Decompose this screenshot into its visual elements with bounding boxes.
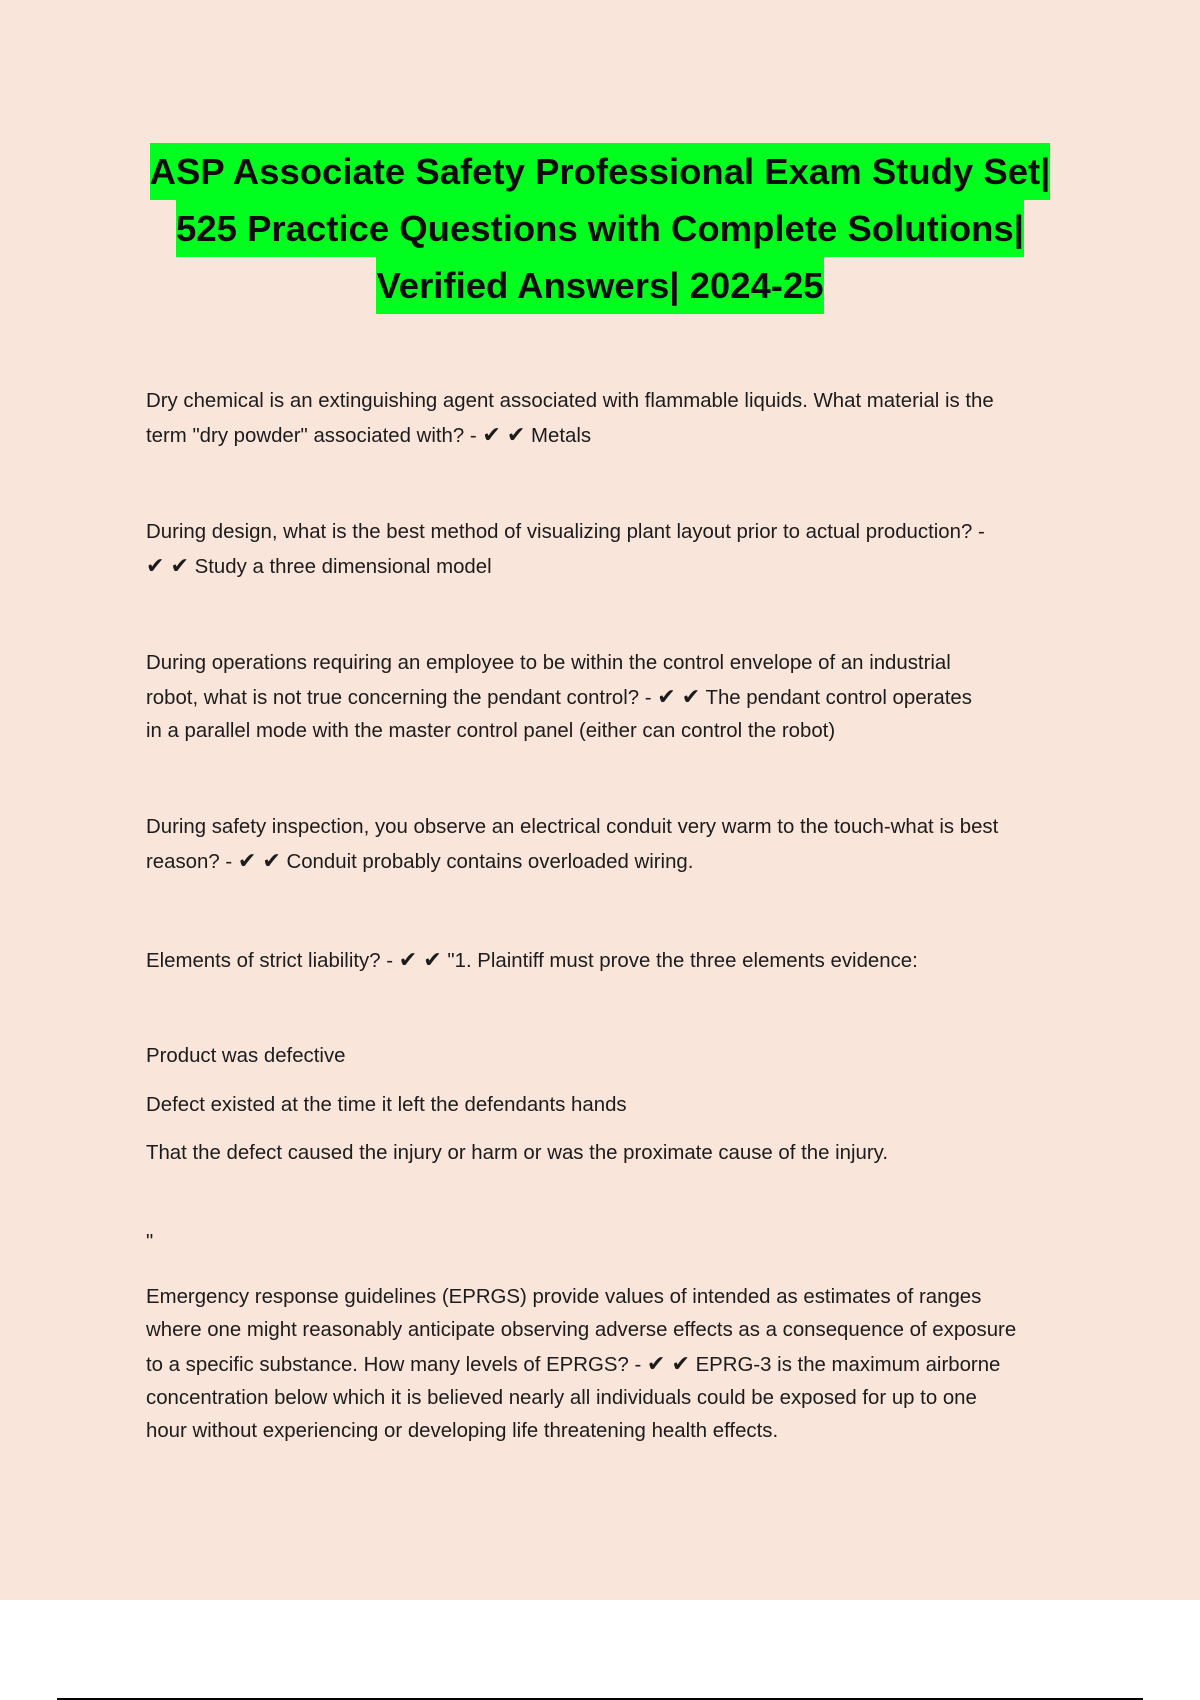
double-check-icon: ✔ ✔ (646, 1351, 690, 1376)
answer-text: Conduit probably contains overloaded wiring. (286, 851, 694, 873)
qa-item-eprg (146, 1281, 1096, 1448)
question-line: During design, what is the best method of visualizing plant layout prior to actual production? - (146, 521, 985, 543)
answer-text: "1. Plaintiff must prove the three elements evidence: (447, 950, 918, 972)
question-line: Emergency response guidelines (EPRGS) provide values of intended as estimates of ranges (146, 1286, 982, 1308)
double-check-icon: ✔ ✔ (398, 947, 442, 972)
qa-item-3 (146, 647, 1096, 748)
question-line: During safety inspection, you observe an electrical conduit very warm to the touch-what is best (146, 816, 999, 838)
double-check-icon: ✔ ✔ (237, 848, 281, 873)
qa-item-1 (146, 385, 1096, 453)
answer-text: The pendant control operates (705, 687, 972, 709)
question-line: Elements of strict liability? - (146, 950, 394, 972)
title-line-2: 525 Practice Questions with Complete Solutions| (176, 200, 1024, 257)
answer-text: concentration below which it is believed nearly all individuals could be exposed for up to one (146, 1387, 977, 1409)
qa-item-2 (146, 516, 1096, 584)
question-line: term "dry powder" associated with? - (146, 425, 477, 447)
liability-item-3: That the defect caused the injury or harm or was the proximate cause of the injury. (146, 1142, 888, 1164)
question-line: reason? - (146, 851, 233, 873)
question-line: where one might reasonably anticipate observing adverse effects as a consequence of exposure (146, 1319, 1017, 1341)
question-line: to a specific substance. How many levels of EPRGS? - (146, 1354, 642, 1376)
liability-item-1: Product was defective (146, 1045, 346, 1067)
title-line-3: Verified Answers| 2024-25 (376, 257, 823, 314)
qa-item-5 (146, 943, 1096, 978)
liability-item-2: Defect existed at the time it left the defendants hands (146, 1094, 627, 1116)
answer-text: Study a three dimensional model (194, 556, 492, 578)
answer-text: EPRG-3 is the maximum airborne (695, 1354, 1001, 1376)
question-line: robot, what is not true concerning the pendant control? - (146, 687, 652, 709)
page-title (60, 143, 1140, 314)
double-check-icon: ✔ ✔ (657, 684, 701, 709)
answer-text: hour without experiencing or developing life threatening health effects. (146, 1420, 779, 1442)
answer-text: Metals (531, 425, 592, 447)
closing-quote: " (146, 1231, 154, 1253)
question-line: Dry chemical is an extinguishing agent associated with flammable liquids. What material is the (146, 390, 994, 412)
title-line-1: ASP Associate Safety Professional Exam Study Set| (150, 143, 1051, 200)
double-check-icon: ✔ ✔ (146, 553, 189, 578)
qa-item-4 (146, 811, 1096, 879)
question-line: During operations requiring an employee to be within the control envelope of an industrial (146, 652, 951, 674)
answer-text: in a parallel mode with the master control panel (either can control the robot) (146, 720, 836, 742)
double-check-icon: ✔ ✔ (482, 422, 526, 447)
